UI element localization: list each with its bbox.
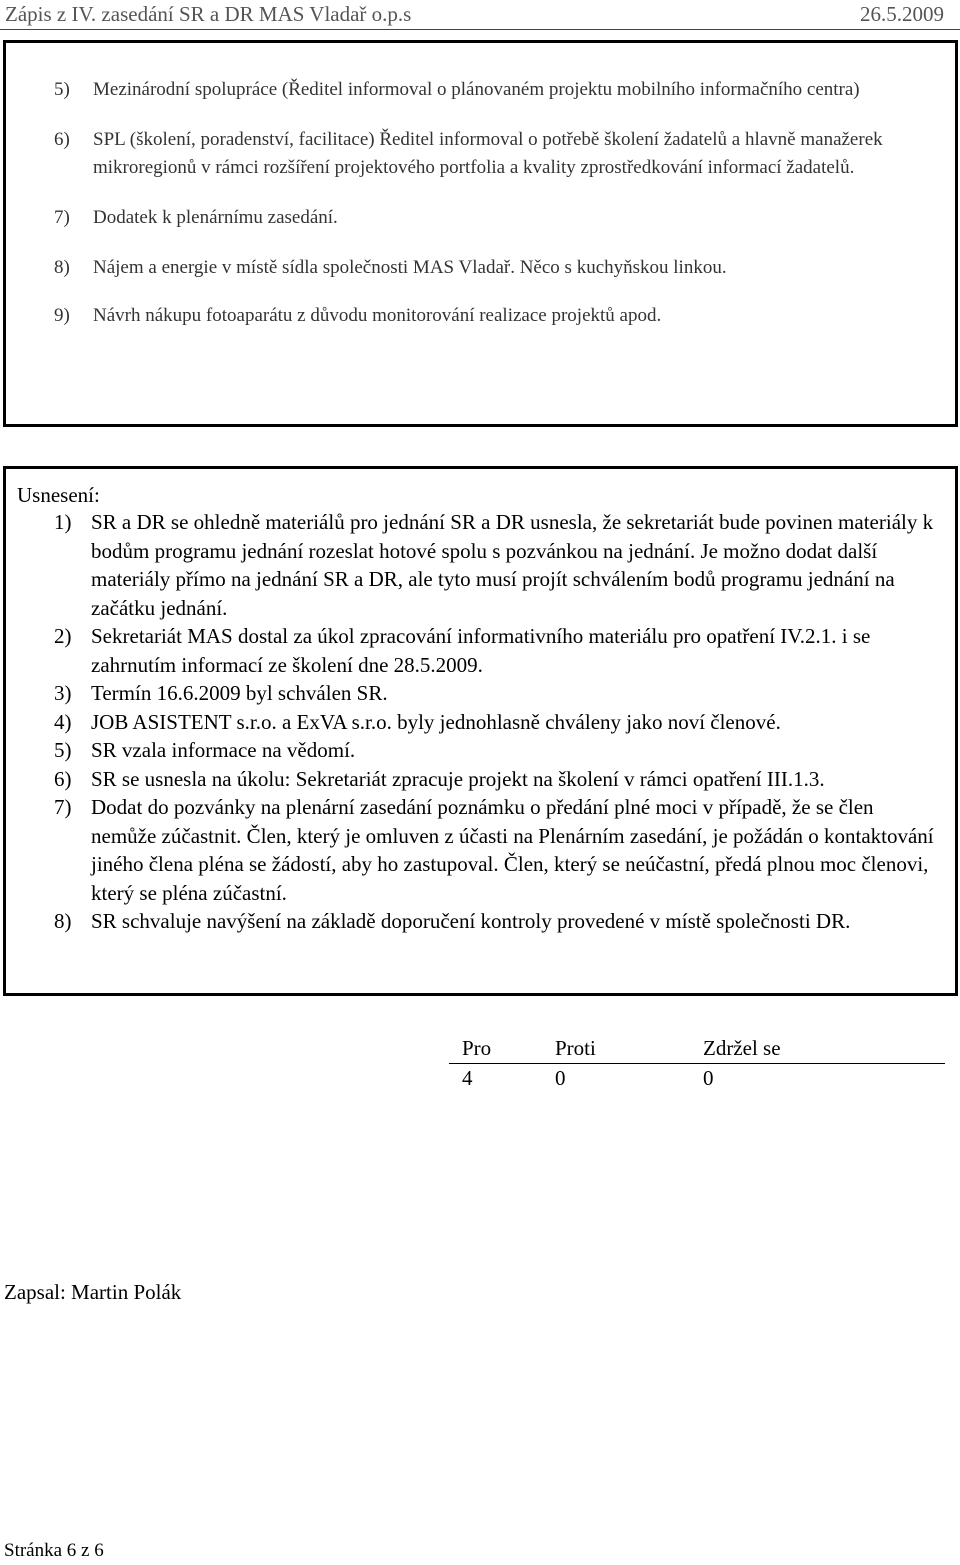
agenda-item-number: 9) — [54, 305, 70, 326]
resolution-item-number: 6) — [54, 766, 72, 791]
resolution-item — [6, 508, 955, 622]
resolution-item-text: SR a DR se ohledně materiálů pro jednání SR a DR usnesla, že sekretariát bude povinen materiály k bodům programu jednání rozeslat hotové spolu s pozvánkou na jednání. Je možno dodat další materiály přímo na jednání SR a DR, ale tyto musí projít schválením bodů programu jednání na začátku jednání. — [91, 510, 934, 620]
resolution-item — [6, 708, 955, 737]
resolution-item — [6, 765, 955, 794]
agenda-item-number: 7) — [54, 207, 70, 228]
agenda-item-text: Nájem a energie v místě sídla společnosti MAS Vladař. Něco s kuchyňskou linkou. — [93, 257, 727, 278]
resolution-item — [6, 622, 955, 679]
page-header — [0, 0, 960, 30]
resolution-item — [6, 907, 955, 936]
document-title: Zápis z IV. zasedání SR a DR MAS Vladař o.p.s — [5, 2, 412, 26]
vote-value-abstain: 0 — [703, 1066, 714, 1090]
resolution-item-text: JOB ASISTENT s.r.o. a ExVA s.r.o. byly jednohlasně chváleny jako noví členové. — [91, 709, 781, 734]
agenda-item — [6, 254, 955, 282]
recorded-by: Zapsal: Martin Polák — [4, 1280, 182, 1304]
agenda-item-text: Dodatek k plenárnímu zasedání. — [93, 207, 338, 228]
resolution-item-number: 1) — [54, 510, 72, 534]
resolution-item-text: SR vzala informace na vědomí. — [91, 738, 356, 762]
agenda-item — [6, 204, 955, 232]
header-divider — [0, 29, 960, 30]
resolution-item-text: Sekretariát MAS dostal za úkol zpracování informativního materiálu pro opatření IV.2.1. i se zahrnutím informací ze školení dne 28.5.2009. — [91, 624, 871, 677]
resolution-item-number: 5) — [54, 738, 72, 762]
resolution-item — [6, 793, 955, 907]
vote-header-for: Pro — [449, 1034, 542, 1064]
resolution-item-text: Termín 16.6.2009 byl schválen SR. — [91, 681, 388, 705]
vote-values-row — [449, 1064, 945, 1094]
agenda-item — [6, 302, 955, 330]
resolution-item-text: Dodat do pozvánky na plenární zasedání poznámku o předání plné moci v případě, že se člen nemůže zúčastnit. Člen, který je omluven z účasti na Plenárním zasedání, je požádán o kontaktování jiného člena pléna se žádostí, aby ho zastupoval. Člen, který se neúčastní, předá plnou moc členovi, který se pléna zúčastní. — [91, 795, 934, 905]
vote-header-row — [449, 1034, 945, 1064]
agenda-item-number: 6) — [54, 129, 70, 150]
vote-table — [449, 1034, 945, 1093]
document-date: 26.5.2009 — [860, 2, 944, 26]
agenda-item-text: Návrh nákupu fotoaparátu z důvodu monitorování realizace projektů apod. — [93, 305, 662, 326]
agenda-item-text: Mezinárodní spolupráce (Ředitel informoval o plánovaném projektu mobilního informačního centra) — [93, 79, 860, 100]
resolution-item-number: 4) — [54, 709, 72, 734]
agenda-item-number: 5) — [54, 79, 70, 100]
resolution-heading: Usnesení: — [17, 483, 100, 507]
resolution-box — [3, 466, 958, 996]
page-footer: Stránka 6 z 6 — [4, 1540, 104, 1561]
resolution-list — [6, 508, 955, 936]
agenda-box — [3, 40, 958, 427]
resolution-item — [6, 679, 955, 708]
agenda-item-number: 8) — [54, 257, 70, 278]
resolution-item-number: 8) — [54, 909, 72, 933]
agenda-list — [6, 76, 955, 330]
vote-header-against: Proti — [542, 1034, 690, 1064]
vote-value-against: 0 — [555, 1066, 566, 1090]
resolution-item-number: 7) — [54, 795, 72, 819]
resolution-item-number: 2) — [54, 624, 72, 648]
agenda-item-text: SPL (školení, poradenství, facilitace) Ředitel informoval o potřebě školení žadatelů a hlavně manažerek mikroregionů v rámci rozšíření projektového portfolia a kvality zprostředkování informací žadatelů. — [93, 129, 883, 178]
vote-value-for: 4 — [462, 1066, 473, 1090]
resolution-item-text: SR schvaluje navýšení na základě doporučení kontroly provedené v místě společnosti DR. — [91, 909, 851, 933]
agenda-item — [6, 126, 955, 182]
vote-header-abstain: Zdržel se — [690, 1034, 945, 1064]
resolution-item-number: 3) — [54, 681, 72, 705]
agenda-item — [6, 76, 955, 104]
resolution-item-text: SR se usnesla na úkolu: Sekretariát zpracuje projekt na školení v rámci opatření III.1.3. — [91, 766, 825, 791]
resolution-item — [6, 736, 955, 765]
